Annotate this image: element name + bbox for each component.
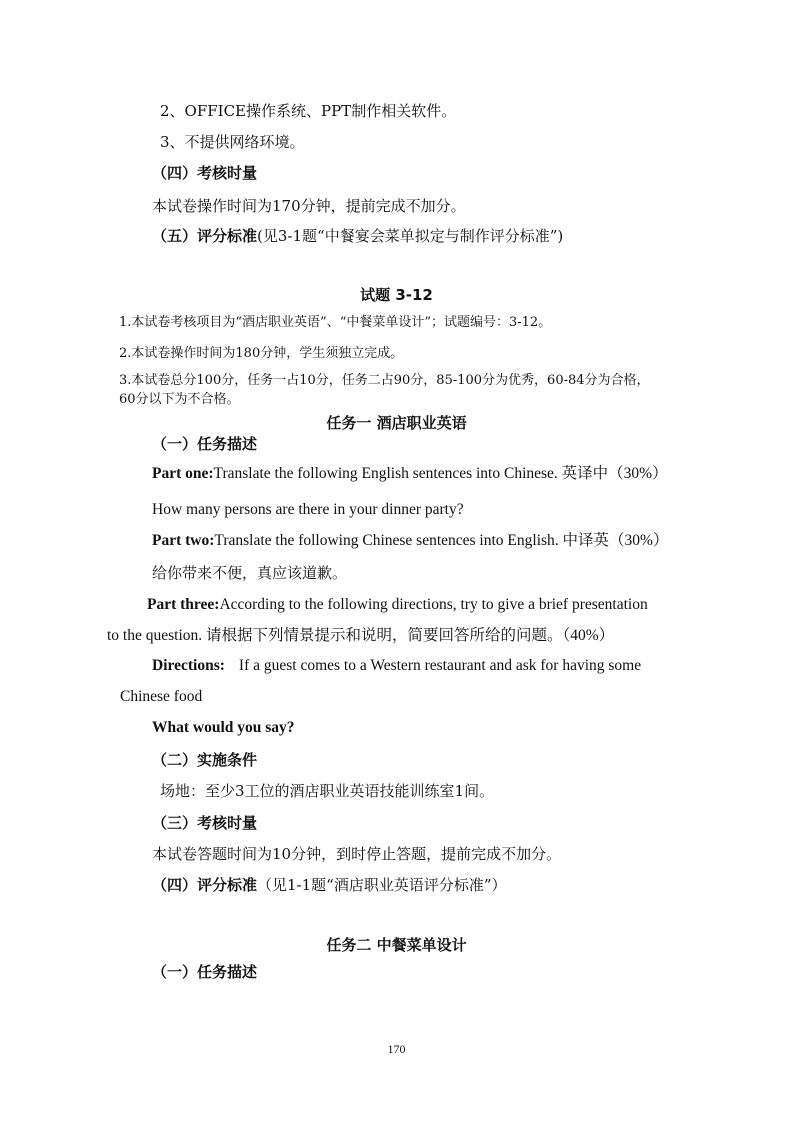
part-three-line — [147, 595, 648, 615]
page-number: 170 — [387, 1042, 406, 1056]
task-one-scoring-line — [152, 875, 507, 895]
part-three-instruction-continued: to the question. 请根据下列情景提示和说明，简要回答所给的问题。（40%） — [107, 627, 615, 644]
task-one-conditions-text: 场地：至少3工位的酒店职业英语技能训练室1间。 — [160, 782, 495, 800]
task-one-time-text: 本试卷答题时间为10分钟，到时停止答题，提前完成不加分。 — [152, 845, 562, 863]
task-one-title: 任务一 酒店职业英语 — [326, 414, 467, 432]
part-three-label: Part three: — [147, 596, 220, 613]
part-one-label: Part one: — [152, 465, 214, 482]
part-two-line — [152, 531, 668, 551]
requirement-no-network: 3、不提供网络环境。 — [160, 133, 305, 151]
task-one-heading-time: （三）考核时量 — [152, 814, 258, 832]
part-two-instruction: Translate the following Chinese sentences into English. 中译英（30%） — [214, 532, 669, 549]
scoring-standard-ref: (见3-1题“中餐宴会菜单拟定与制作评分标准”) — [257, 227, 564, 245]
note-1: 1.本试卷考核项目为“酒店职业英语”、“中餐菜单设计”；试题编号：3-12。 — [119, 315, 552, 330]
directions-question: What would you say? — [152, 719, 295, 736]
note-3-continued: 60分以下为不合格。 — [119, 392, 240, 407]
part-one-question: How many persons are there in your dinner party? — [152, 501, 464, 518]
task-two-title: 任务二 中餐菜单设计 — [326, 936, 467, 954]
directions-label: Directions: — [152, 657, 225, 674]
scoring-standard-heading: （五）评分标准 — [152, 227, 258, 245]
directions-line — [152, 656, 641, 676]
part-one-instruction: Translate the following English sentences into Chinese. 英译中（30%） — [213, 465, 668, 482]
note-2: 2.本试卷操作时间为180分钟，学生须独立完成。 — [119, 346, 404, 361]
task-one-heading-conditions: （二）实施条件 — [152, 751, 258, 769]
section-heading-exam-time: （四）考核时量 — [152, 164, 258, 182]
task-one-scoring-heading: （四）评分标准 — [152, 876, 258, 894]
part-two-label: Part two: — [152, 532, 215, 549]
scoring-standard-line — [152, 226, 563, 246]
exam-title: 试题 3-12 — [360, 286, 433, 304]
directions-text: If a guest comes to a Western restaurant and ask for having some — [238, 657, 642, 674]
note-3: 3.本试卷总分100分，任务一占10分，任务二占90分，85-100分为优秀，60-84分为合格， — [119, 373, 650, 388]
directions-text-continued: Chinese food — [120, 688, 203, 705]
task-two-heading-description: （一）任务描述 — [152, 963, 258, 981]
task-one-heading-description: （一）任务描述 — [152, 435, 258, 453]
exam-time-text: 本试卷操作时间为170分钟，提前完成不加分。 — [152, 197, 466, 215]
part-one-line — [152, 464, 668, 484]
task-one-scoring-ref: （见1-1题“酒店职业英语评分标准”） — [257, 876, 507, 894]
part-three-instruction: According to the following directions, try to give a brief presentation — [219, 596, 648, 613]
part-two-question: 给你带来不便，真应该道歉。 — [152, 564, 348, 582]
requirement-office-software: 2、OFFICE操作系统、PPT制作相关软件。 — [160, 102, 457, 120]
